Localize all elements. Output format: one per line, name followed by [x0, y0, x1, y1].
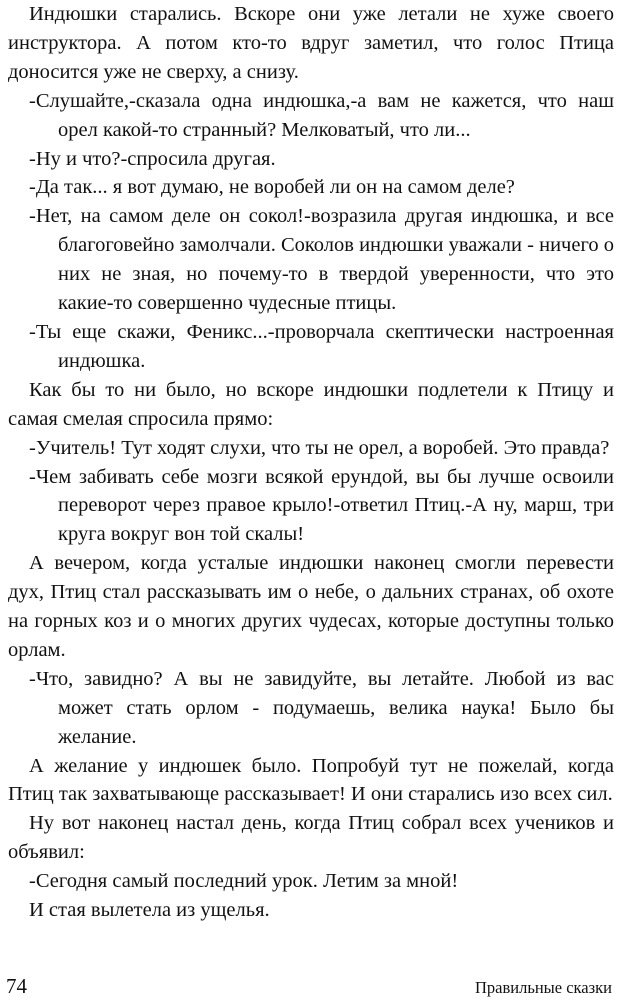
paragraph: Ну вот наконец настал день, когда Птиц собрал всех учеников и объявил:	[8, 812, 614, 864]
page-number: 74	[6, 974, 27, 998]
dialogue-line: -Слушайте,-сказала одна индюшка,-а вам не кажется, что наш орел какой-то странный? Мелковатый, что ли...	[29, 89, 614, 141]
dialogue-line: -Ты еще скажи, Феникс...-проворчала скептически настроенная индюшка.	[29, 320, 614, 372]
dialogue-line: -Чем забивать себе мозги всякой ерундой, вы бы лучше освоили переворот через правое крыло!-ответил Птиц.-А ну, марш, три круга вокруг вон той скалы!	[29, 465, 614, 546]
paragraph: И стая вылетела из ущелья.	[29, 899, 270, 922]
page-footer	[0, 960, 620, 1000]
paragraph: А вечером, когда усталые индюшки наконец смогли перевести дух, Птиц стал рассказывать им о небе, о дальних странах, об охоте на горных коз и о многих других чудесах, которые доступны только орлам.	[8, 552, 614, 661]
paragraph: Индюшки старались. Вскоре они уже летали не хуже своего инструктора. А потом кто-то вдруг заметил, что голос Птица доносится уже не сверху, а снизу.	[8, 3, 614, 83]
dialogue-line: -Учитель! Тут ходят слухи, что ты не орел, а воробей. Это правда?	[29, 436, 610, 459]
dialogue-line: -Нет, на самом деле он сокол!-возразила другая индюшка, и все благоговейно замолчали. Соколов индюшки уважали - ничего о них не зная, но почему-то в твердой уверенности, что это какие-то совершенно чудесные птицы.	[29, 205, 614, 315]
body-text	[8, 0, 614, 925]
paragraph: Как бы то ни было, но вскоре индюшки подлетели к Птицу и самая смелая спросила прямо:	[8, 378, 614, 430]
paragraph: А желание у индюшек было. Попробуй тут не пожелай, когда Птиц так захватывающе рассказывает! И они старались изо всех сил.	[8, 754, 614, 806]
dialogue-line: -Ну и что?-спросила другая.	[29, 147, 276, 170]
running-title: Правильные сказки	[474, 978, 612, 997]
dialogue-line: -Да так... я вот думаю, не воробей ли он на самом деле?	[29, 176, 515, 199]
dialogue-line: -Сегодня самый последний урок. Летим за мной!	[29, 870, 459, 893]
dialogue-line: -Что, завидно? А вы не завидуйте, вы летайте. Любой из вас может стать орлом - подумаешь, велика наука! Было бы желание.	[29, 667, 614, 748]
